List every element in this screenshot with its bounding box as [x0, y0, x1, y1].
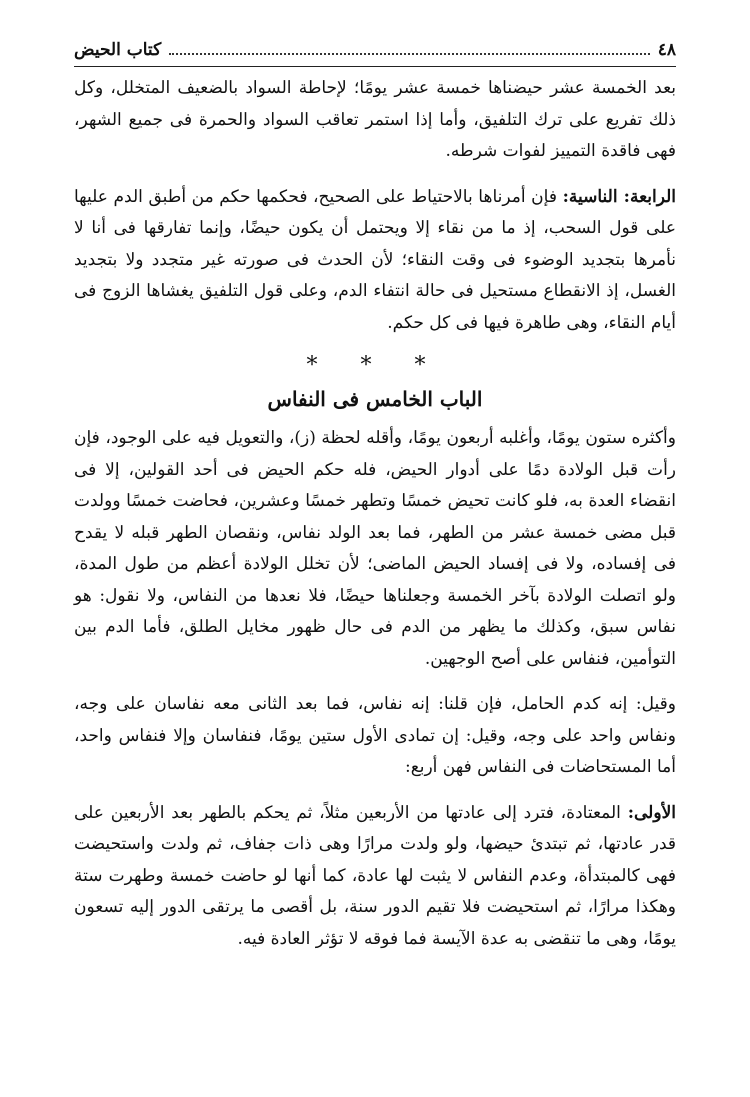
paragraph-lead: الأولى:: [627, 802, 676, 823]
paragraph-text: فإن أمرناها بالاحتياط على الصحيح، فحكمها حكم من أطبق الدم عليها على قول السحب، إذ ما من نقاء إلا ويحتمل أن يكون حيضًا، وإنما تفارقها فى أنا لا نأمرها بتجديد الوضوء فى وقت النقاء؛ لأن الحدث فى صورته غير متجدد ولا بتجديد الغسل، إذ الانقطاع مستحيل فى حالة انتفاء الدم، وعلى قول التلفيق يغشاها الزوج فى أيام النقاء، وهى طاهرة فيها فى كل حكم.: [74, 186, 676, 333]
paragraph-text: وقيل: إنه كدم الحامل، فإن قلنا: إنه نفاس، فما بعد الثانى معه نفاسان على وجه، ونفاس واحد على وجه، وقيل: إن تمادى الأول ستين يومًا، فنفاسان وإلا فنفاس واحد، أما المستحاضات فى النفاس فهن أربع:: [74, 694, 676, 777]
page-header: [74, 40, 676, 67]
paragraph-text: بعد الخمسة عشر حيضناها خمسة عشر يومًا؛ لإحاطة السواد بالضعيف المتخلل، وكل ذلك تفريع على ترك التلفيق، وأما إذا استمر تعاقب السواد والحمرة فى جميع الشهر، فهى فاقدة التمييز لفوات شرطه.: [74, 78, 676, 161]
paragraph-text: المعتادة، فترد إلى عادتها من الأربعين مثلاً، ثم يحكم بالطهر بعد الأربعين على قدر عادتها، ثم تبتدئ حيضها، ولو ولدت مرارًا وهى ذات جفاف، ثم ولدت واستحيضت فهى كالمبتدأة، وعدم النفاس لا يثبت لها عادة، كما أنها لو حاضت خمسة وطهرت ستة وهكذا مرارًا، ثم استحيضت فلا تقيم الدور سنة، بل أقصى ما يرتقى الدور إليه تسعون يومًا، وهى ما تنقضى به عدة الآيسة فما فوقه لا تؤثر العادة فيه.: [74, 802, 676, 949]
paragraph-lead: الرابعة: الناسية:: [562, 186, 677, 207]
dotted-leader: [169, 45, 650, 55]
section-separator: * * *: [306, 353, 444, 378]
paragraph-4: [74, 689, 676, 784]
paragraph-1: [74, 73, 676, 168]
paragraph-3: [74, 423, 676, 675]
paragraph-2: [74, 182, 676, 340]
paragraph-text: وأكثره ستون يومًا، وأغلبه أربعون يومًا، وأقله لحظة (ز)، والتعويل فيه على الوجود، فإن رأت قبل الولادة دمًا على أدوار الحيض، فله حكم الحيض فى أحد القولين، إلا فى انقضاء العدة به، فلو كانت تحيض خمسًا وتطهر خمسًا وعشرين، فحاضت خمسًا وولدت قبل مضى خمسة عشر من الطهر، فما بعد الولد نفاس، ونقصان الطهر قبله لا يقدح فى إفساده، ولا فى إفساد الحيض الماضى؛ لأن تخلل الولادة أعظم من طول المدة، ولو اتصلت الولادة بآخر الخمسة وجعلناها حيضًا، فلا نعدها من النفاس، ولا نقول: هو نفاس سبق، وكذلك ما يظهر من الدم فى حال ظهور مخايل الطلق، فأما الدم بين التوأمين، فنفاس على أصح الوجهين.: [74, 428, 676, 669]
page-number: ٤٨: [657, 40, 676, 60]
chapter-title: الباب الخامس فى النفاس: [267, 387, 483, 411]
paragraph-5: [74, 798, 676, 956]
running-title: كتاب الحيض: [74, 40, 162, 60]
